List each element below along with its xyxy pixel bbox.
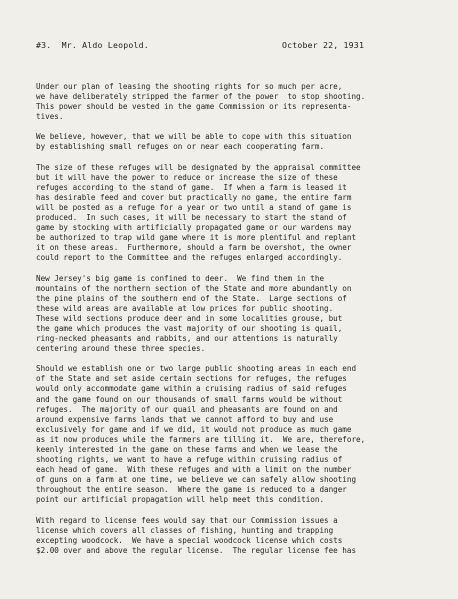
letter-body <box>36 82 436 566</box>
text-line: shooting rights, we want to have a refuge within cruising radius of <box>36 455 343 465</box>
recipient-line: #3. Mr. Aldo Leopold. <box>36 40 149 50</box>
text-line: the pine plains of the southern end of the State. Large sections of <box>36 293 347 303</box>
text-line: New Jersey's big game is confined to deer. We find them in the <box>36 273 325 283</box>
text-line: as it now produces while the farmers are tilling it. We are, therefore, <box>36 434 366 444</box>
text-line: license which covers all classes of fishing, hunting and trapping <box>36 525 334 535</box>
text-line: refuges. The majority of our quail and pheasants are found on and <box>36 404 338 414</box>
text-line: around expensive farms lands that we cannot afford to buy and use <box>36 414 334 424</box>
text-line: tives. <box>36 112 64 122</box>
paragraph <box>36 163 436 264</box>
text-line: exclusively for game and if we did, it would not produce as much game <box>36 424 352 434</box>
text-line: With regard to license fees would say that our Commission issues a <box>36 515 338 525</box>
text-line: centering around these three species. <box>36 344 206 354</box>
text-line: it on these areas. Furthermore, should a farm be overshot, the owner <box>36 243 352 253</box>
paragraph <box>36 516 436 556</box>
text-line: could report to the Committee and the refuges enlarged accordingly. <box>36 253 343 263</box>
text-line: of the State and set aside certain sections for refuges, the refuges <box>36 374 347 384</box>
text-line: but it will have the power to reduce or increase the size of these <box>36 172 338 182</box>
text-line: Under our plan of leasing the shooting rights for so much per acre, <box>36 82 343 91</box>
text-line: $2.00 over and above the regular license. The regular license fee has <box>36 545 357 555</box>
text-line: Should we establish one or two large public shooting areas in each end <box>36 364 357 374</box>
text-line: would only accommodate game within a cruising radius of said refuges <box>36 384 347 394</box>
text-line: The size of these refuges will be designated by the appraisal committee <box>36 162 361 172</box>
paragraph <box>36 82 436 122</box>
text-line: has desirable feed and cover but practically no game, the entire farm <box>36 192 352 202</box>
text-line: these wild areas are available at low prices for public shooting. <box>36 303 334 313</box>
text-line: This power should be vested in the game Commission or its representa- <box>36 102 352 112</box>
text-line: mountains of the northern section of the State and more abundantly on <box>36 283 352 293</box>
text-line: throughout the entire season. Where the game is reduced to a danger <box>36 485 347 495</box>
text-line: we have deliberately stripped the farmer of the power to stop shooting. <box>36 92 366 102</box>
text-line: the game which produces the vast majority of our shooting is quail, <box>36 323 343 333</box>
paragraph <box>36 132 436 152</box>
text-line: and the game found on our thousands of small farms would be without <box>36 394 343 404</box>
text-line: each head of game. With these refuges and with a limit on the number <box>36 465 352 475</box>
letter-date: October 22, 1931 <box>282 40 365 50</box>
paragraph <box>36 274 436 355</box>
letter-header <box>36 40 396 54</box>
text-line: of guns on a farm at one time, we believe we can safely allow shooting <box>36 475 357 485</box>
text-line: game by stocking with artificially propagated game or our wardens may <box>36 223 352 233</box>
text-line: refuges according to the stand of game. If when a farm is leased it <box>36 182 347 192</box>
paragraph <box>36 364 436 505</box>
text-line: These wild sections produce deer and in some localities grouse, but <box>36 313 343 323</box>
text-line: produced. In such cases, it will be necessary to start the stand of <box>36 213 347 223</box>
text-line: by establishing small refuges on or near each cooperating farm. <box>36 142 325 152</box>
text-line: excepting woodcock. We have a special woodcock license which costs <box>36 535 343 545</box>
text-line: ring-necked pheasants and rabbits, and our attentions is naturally <box>36 334 338 344</box>
text-line: point our artificial propagation will help meet this condition. <box>36 495 325 505</box>
text-line: will be posted as a refuge for a year or two until a stand of game is <box>36 202 352 212</box>
text-line: keenly interested in the game on these farms and when we lease the <box>36 445 338 454</box>
text-line: We believe, however, that we will be able to cope with this situation <box>36 132 352 142</box>
text-line: be authorized to trap wild game where it is more plentiful and replant <box>36 233 357 243</box>
